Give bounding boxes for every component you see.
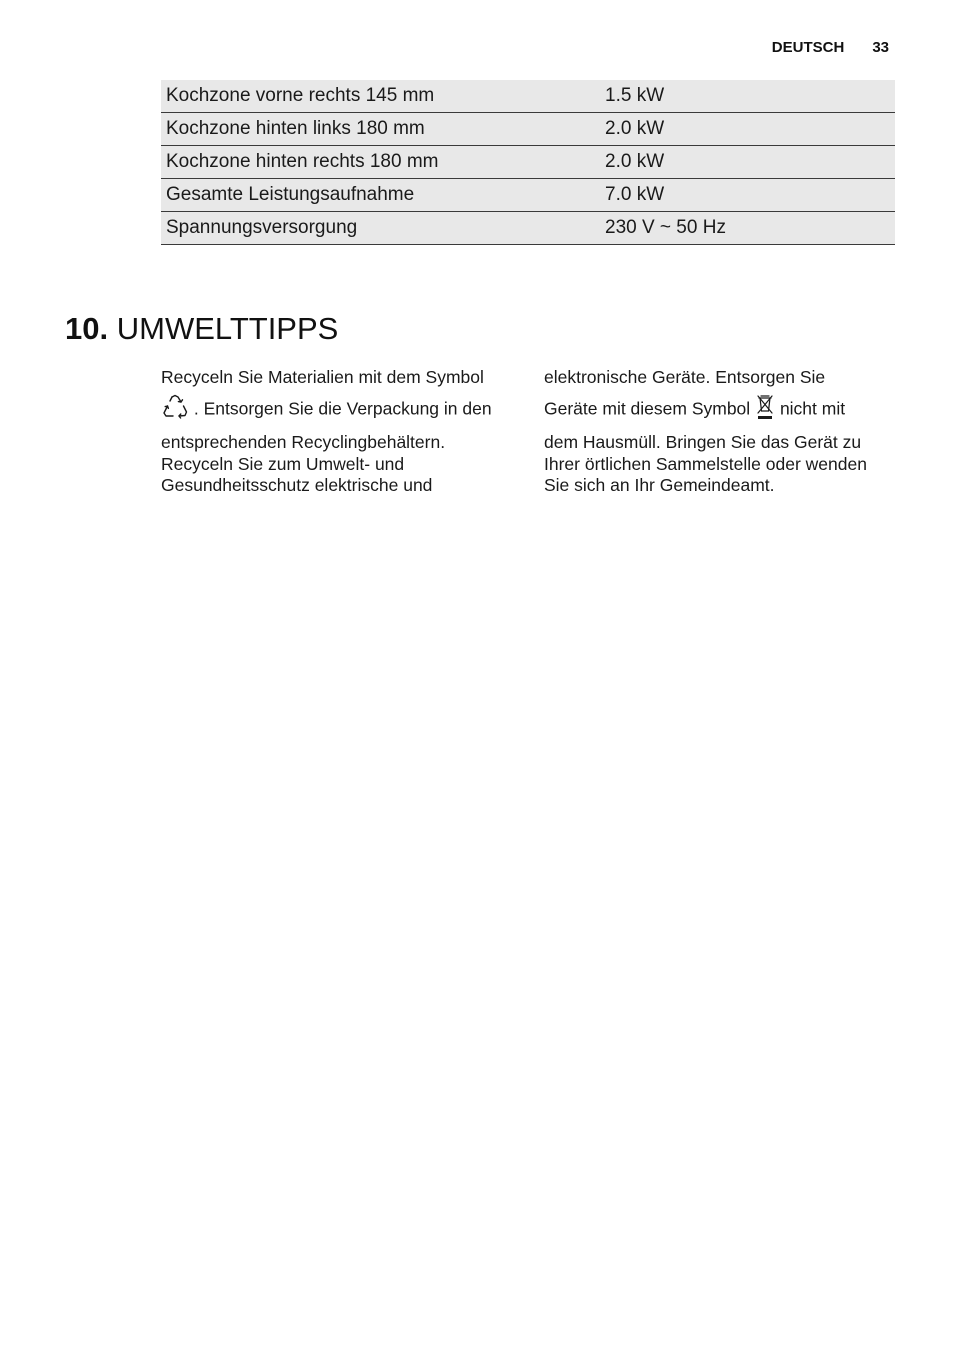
paragraph-line: Recyceln Sie Materialien mit dem Symbol — [161, 367, 484, 387]
paragraph-text: . Entsorgen Sie die Verpackung in den — [193, 397, 492, 418]
recycle-icon — [161, 393, 189, 427]
paragraph-line-with-icon — [544, 393, 894, 427]
paragraph-line: elektronische Geräte. Entsorgen Sie — [544, 367, 826, 387]
paragraph-line-with-icon — [161, 393, 516, 427]
spec-label: Kochzone hinten links 180 mm — [166, 118, 425, 139]
spec-table — [161, 80, 895, 245]
spec-value: 1.5 kW — [605, 85, 665, 106]
table-row — [161, 212, 895, 245]
spec-value: 230 V ~ 50 Hz — [605, 217, 726, 238]
table-row — [161, 146, 895, 179]
body-column-right — [544, 367, 894, 497]
spec-value: 2.0 kW — [605, 118, 665, 139]
spec-label: Spannungsversorgung — [166, 217, 358, 238]
crossed-bin-icon — [755, 393, 775, 427]
paragraph-text: dem Hausmüll. Bringen Sie das Gerät zu Ihrer örtlichen Sammelstelle oder wenden Sie sich an Ihr Gemeindeamt. — [544, 432, 867, 495]
page-number: 33 — [872, 39, 889, 56]
section-title — [65, 311, 338, 347]
spec-label: Kochzone vorne rechts 145 mm — [166, 85, 435, 106]
table-row — [161, 179, 895, 212]
table-row — [161, 80, 895, 113]
header-language: DEUTSCH — [771, 39, 845, 56]
spec-value: 7.0 kW — [605, 184, 665, 205]
paragraph-text: entsprechenden Recyclingbehältern. Recyceln Sie zum Umwelt- und Gesundheitsschutz elektrische und — [161, 432, 446, 495]
paragraph-text: nicht mit — [779, 397, 846, 418]
paragraph-text: Geräte mit diesem Symbol — [544, 397, 751, 418]
spec-label: Gesamte Leistungsaufnahme — [166, 184, 415, 205]
section-heading: UMWELTTIPPS — [116, 311, 339, 346]
page-header — [772, 39, 889, 56]
body-column-left — [161, 367, 516, 497]
spec-label: Kochzone hinten rechts 180 mm — [166, 151, 439, 172]
table-row — [161, 113, 895, 146]
section-number: 10. — [65, 311, 109, 346]
spec-value: 2.0 kW — [605, 151, 665, 172]
